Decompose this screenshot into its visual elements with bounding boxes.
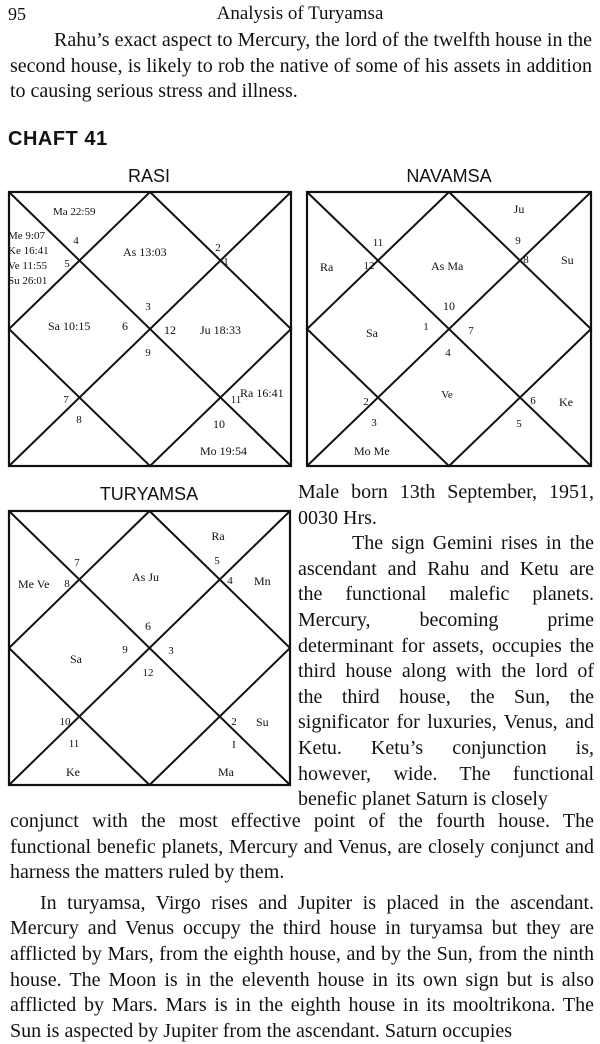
navamsa-label-4: 4 [445, 347, 451, 359]
navamsa-label-su: Su [561, 253, 574, 267]
rasi-label-12: 12 [164, 323, 176, 337]
navamsa-label-ra: Ra [320, 260, 334, 274]
rasi-label-as-13-03: As 13:03 [123, 245, 167, 259]
turyamsa-label-as-ju: As Ju [132, 570, 160, 584]
rasi-label-1: 1 [223, 256, 229, 268]
rasi-title: RASI [127, 166, 170, 186]
turyamsa-label-sa: Sa [70, 652, 82, 666]
turyamsa-label-me-ve: Me Ve [18, 577, 50, 591]
rasi-label-8: 8 [76, 414, 82, 426]
navamsa-label-sa: Sa [366, 326, 378, 340]
rasi-label-ke-16-41: Ke 16:41 [8, 245, 49, 257]
turyamsa-label-4: 4 [227, 575, 233, 587]
turyamsa-label-6: 6 [145, 619, 151, 633]
turyamsa-label-9: 9 [122, 644, 128, 656]
turyamsa-label-ra: Ra [211, 529, 225, 543]
birth-details: Male born 13th September, 1951, 0030 Hrs. [298, 481, 594, 529]
navamsa-label-6: 6 [530, 395, 536, 407]
turyamsa-label-mn: Mn [254, 574, 271, 588]
rasi-label-me-9-07: Me 9:07 [8, 230, 45, 242]
rasi-label-7: 7 [63, 394, 69, 406]
navamsa-label-7: 7 [468, 325, 474, 337]
rasi-label-sa-10-15: Sa 10:15 [48, 319, 91, 333]
rasi-label-3: 3 [145, 301, 151, 313]
rasi-label-ma-22-59: Ma 22:59 [53, 206, 96, 218]
bottom-text [10, 809, 594, 1044]
turyamsa-label-8: 8 [64, 578, 70, 590]
navamsa-label-1: 1 [423, 321, 429, 333]
intro-paragraph [10, 28, 592, 105]
rasi-label-5: 5 [64, 258, 70, 270]
navamsa-label-ke: Ke [559, 395, 573, 409]
navamsa-title: NAVAMSA [406, 166, 492, 186]
bottom-paragraph-1: conjunct with the most effective point of the fourth house. The functional benefic planets, Mercury and Venus, are closely conjunct and harness the matters ruled by them. [10, 810, 594, 884]
navamsa-label-ju: Ju [513, 202, 525, 216]
navamsa-label-ve: Ve [441, 389, 453, 401]
chart-heading: CHAFT 41 [8, 128, 108, 150]
navamsa-label-12: 12 [363, 260, 375, 272]
intro-text: Rahu’s exact aspect to Mercury, the lord of the twelfth house in the second house, is likely to rob the native of some of his assets in addition to causing serious stress and illness. [10, 29, 592, 103]
navamsa-label-11: 11 [372, 237, 384, 249]
navamsa-label-2: 2 [363, 396, 369, 408]
navamsa-label-5: 5 [516, 418, 522, 430]
navamsa-label-as-ma: As Ma [431, 259, 464, 273]
rasi-label-9: 9 [145, 347, 151, 359]
navamsa-label-3: 3 [371, 417, 377, 429]
rasi-label-su-26-01: Su 26:01 [8, 275, 48, 287]
page-number: 95 [8, 4, 26, 24]
turyamsa-label-i: I [232, 739, 236, 751]
turyamsa-label-su: Su [256, 715, 269, 729]
side-paragraph: The sign Gemini rises in the ascendant and Rahu and Ketu are the functional malefic planets. Mercury, becoming prime determinant for assets, occupies the third house along with the lord of the third house, the Sun, the significator for luxuries, Venus, and Ketu. Ketu’s conjunction is, however, wide. The functional benefic planet Saturn is closely [298, 532, 594, 811]
rasi-label-mo-19-54: Mo 19:54 [200, 444, 248, 458]
rasi-label-ra-16-41: Ra 16:41 [240, 386, 284, 400]
rasi-label-11: 11 [230, 394, 242, 406]
navamsa-label-10: 10 [443, 299, 455, 313]
rasi-label-4: 4 [73, 235, 79, 247]
rasi-label-6: 6 [122, 319, 128, 333]
rasi-label-ju-18-33: Ju 18:33 [200, 323, 242, 337]
turyamsa-label-ke: Ke [66, 765, 80, 779]
turyamsa-label-7: 7 [74, 557, 80, 569]
side-text [298, 480, 594, 813]
turyamsa-label-11: 11 [68, 738, 80, 750]
rasi-chart [8, 191, 292, 467]
turyamsa-chart [8, 510, 291, 786]
turyamsa-label-3: 3 [168, 645, 174, 657]
rasi-label-10: 10 [213, 417, 225, 431]
navamsa-label-8: 8 [523, 254, 529, 266]
turyamsa-label-10: 10 [59, 716, 71, 728]
navamsa-label-mo-me: Mo Me [354, 444, 390, 458]
turyamsa-label-12: 12 [142, 667, 154, 679]
bottom-paragraph-2: In turyamsa, Virgo rises and Jupiter is placed in the ascendant. Mercury and Venus occupy the third house in turyamsa but they are afflicted by Mars, from the eighth house, and by the Sun, from the ninth house. The Moon is in the eleventh house in its own sign but is also afflicted by Mars. Mars is in the eighth house in its mooltrikona. The Sun is aspected by Jupiter from the ascendant. Saturn occupies [10, 891, 594, 1042]
navamsa-label-9: 9 [515, 235, 521, 247]
rasi-label-ve-11-55: Ve 11:55 [8, 260, 48, 272]
running-title: Analysis of Turyamsa [216, 3, 384, 24]
rasi-label-2: 2 [215, 242, 221, 254]
turyamsa-label-ma: Ma [218, 765, 234, 779]
turyamsa-label-2: 2 [231, 716, 237, 728]
turyamsa-title: TURYAMSA [99, 484, 199, 504]
turyamsa-label-5: 5 [214, 555, 220, 567]
navamsa-chart [306, 191, 592, 467]
